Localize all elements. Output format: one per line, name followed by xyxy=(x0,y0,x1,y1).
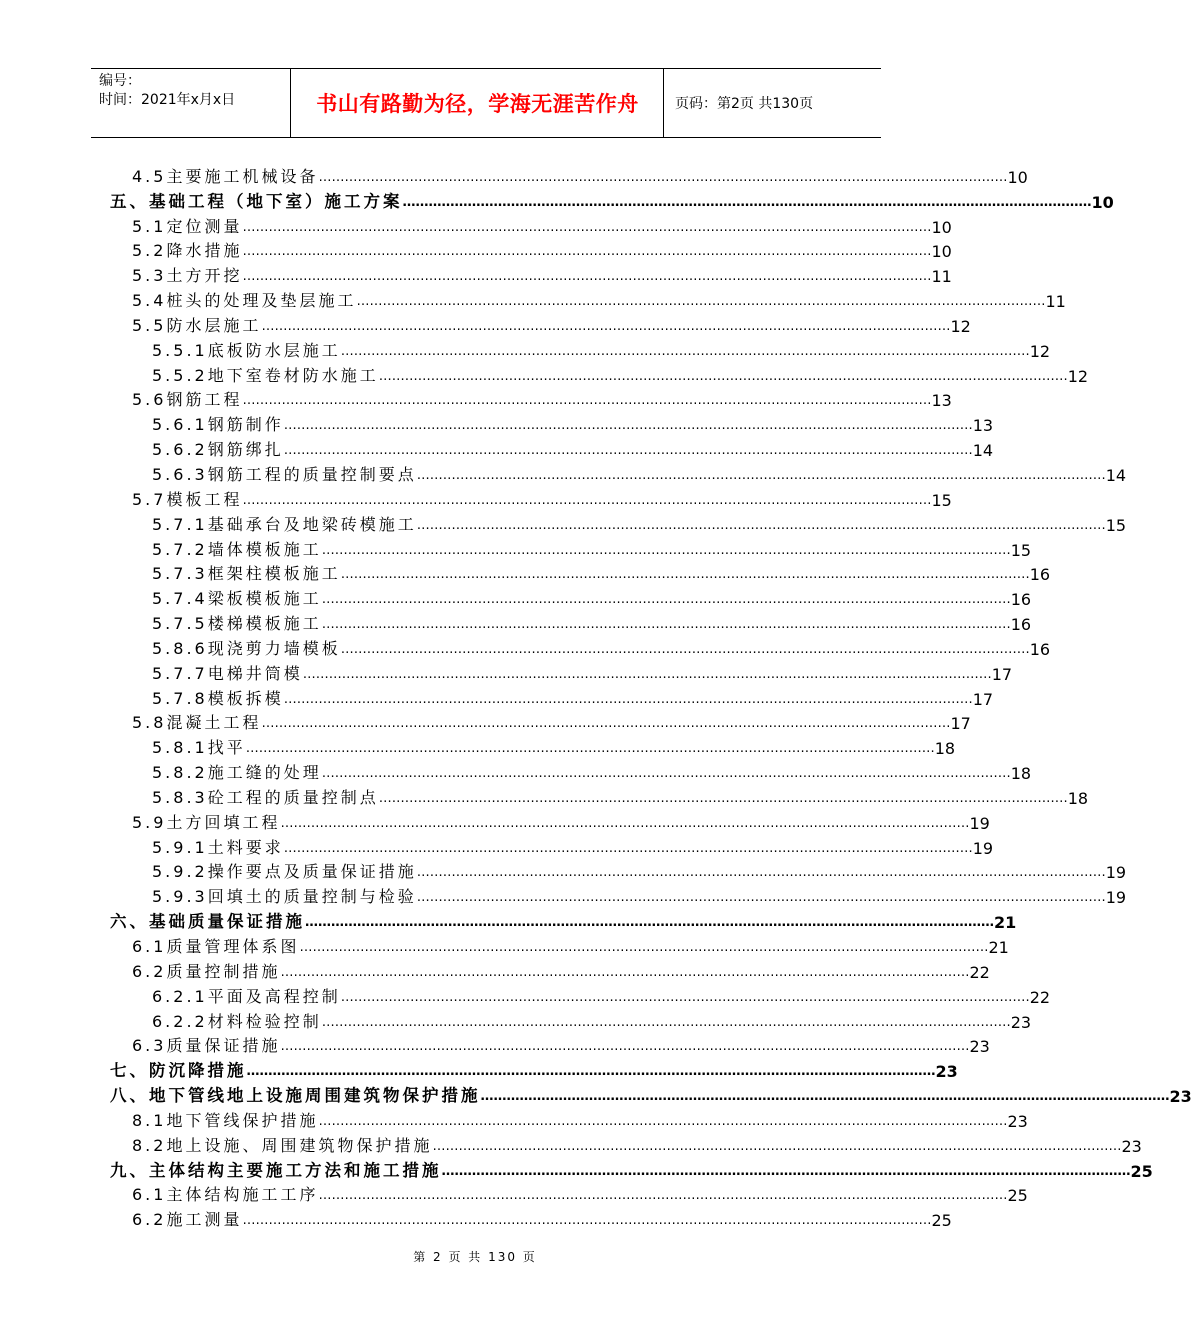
toc-entry-title: 5.9.3回填土的质量控制与检验 xyxy=(152,887,417,907)
toc-leader-dots: …………………………………………………………………………………………………………………………………………… xyxy=(261,318,951,334)
toc-leader-dots: …………………………………………………………………………………………………………………………………………… xyxy=(283,691,973,707)
table-of-contents xyxy=(110,162,1192,1231)
toc-entry[interactable] xyxy=(110,659,1013,684)
toc-leader-dots: …………………………………………………………………………………………………………………………………………… xyxy=(321,617,1011,633)
toc-entry[interactable] xyxy=(110,808,990,833)
toc-entry-title: 5.2降水措施 xyxy=(132,241,243,261)
header-page-info: 页码：第2页 共130页 xyxy=(675,96,814,112)
toc-leader-dots: …………………………………………………………………………………………………………………………………………… xyxy=(480,1089,1170,1105)
toc-leader-dots: …………………………………………………………………………………………………………………………………………… xyxy=(305,915,994,931)
toc-entry-title: 五、基础工程（地下室）施工方案 xyxy=(110,191,403,211)
toc-entry-page: 12 xyxy=(1029,341,1051,361)
toc-entry[interactable] xyxy=(110,1205,952,1231)
toc-entry-title: 九、主体结构主要施工方法和施工措施 xyxy=(110,1160,442,1180)
toc-leader-dots: …………………………………………………………………………………………………………………………………………… xyxy=(402,194,1092,210)
toc-entry-page: 11 xyxy=(1045,292,1066,312)
toc-entry-title: 5.7.5楼梯模板施工 xyxy=(152,614,322,634)
toc-leader-dots: …………………………………………………………………………………………………………………………………………… xyxy=(378,790,1068,806)
toc-entry-title: 5.7.1基础承台及地梁砖模施工 xyxy=(152,514,417,534)
toc-entry-title: 5.8.3砼工程的质量控制点 xyxy=(152,787,379,807)
toc-leader-dots: …………………………………………………………………………………………………………………………………………… xyxy=(321,766,1011,782)
toc-entry-title: 6.1主体结构施工工序 xyxy=(132,1185,319,1205)
toc-entry[interactable] xyxy=(110,733,956,759)
toc-entry-page: 10 xyxy=(1007,167,1028,187)
toc-entry-page: 21 xyxy=(994,913,1017,933)
toc-entry-page: 15 xyxy=(1010,540,1032,560)
toc-entry-page: 12 xyxy=(950,316,971,336)
toc-entry-title: 5.9土方回填工程 xyxy=(132,812,281,832)
header-number-label: 编号： xyxy=(99,73,141,89)
toc-entry-page: 23 xyxy=(1121,1136,1142,1156)
toc-entry[interactable] xyxy=(110,609,1032,635)
toc-entry-page: 19 xyxy=(969,813,990,833)
toc-entry[interactable] xyxy=(110,1106,1028,1131)
toc-leader-dots: …………………………………………………………………………………………………………………………………………… xyxy=(261,716,951,732)
toc-entry-page: 23 xyxy=(1007,1111,1028,1131)
toc-entry-page: 10 xyxy=(931,217,952,237)
toc-entry-title: 6.2施工测量 xyxy=(132,1210,243,1230)
toc-leader-dots: …………………………………………………………………………………………………………………………………………… xyxy=(302,666,992,682)
toc-leader-dots: …………………………………………………………………………………………………………………………………………… xyxy=(242,1213,932,1229)
toc-entry[interactable] xyxy=(110,386,952,411)
toc-entry-page: 16 xyxy=(1010,615,1032,635)
toc-entry-title: 七、防沉降措施 xyxy=(110,1061,247,1081)
toc-entry[interactable] xyxy=(110,758,1032,784)
toc-entry[interactable] xyxy=(110,858,1127,883)
toc-entry[interactable] xyxy=(110,311,971,336)
toc-entry-title: 5.8混凝土工程 xyxy=(132,713,262,733)
toc-entry-page: 13 xyxy=(931,391,952,411)
toc-entry[interactable] xyxy=(110,435,994,461)
toc-leader-dots: …………………………………………………………………………………………………………………………………………… xyxy=(321,592,1011,608)
toc-entry[interactable] xyxy=(110,510,1127,535)
toc-entry[interactable] xyxy=(110,709,971,734)
toc-entry[interactable] xyxy=(110,410,994,436)
toc-entry-title: 5.8.2施工缝的处理 xyxy=(152,763,322,783)
toc-entry-title: 8.2地上设施、周围建筑物保护措施 xyxy=(132,1135,433,1155)
toc-leader-dots: …………………………………………………………………………………………………………………………………………… xyxy=(242,244,932,260)
toc-entry-page: 19 xyxy=(1105,863,1127,883)
toc-entry-title: 5.8.1找平 xyxy=(152,738,246,758)
toc-entry[interactable] xyxy=(110,261,952,287)
toc-entry-page: 12 xyxy=(1067,366,1089,386)
toc-entry-title: 5.6.3钢筋工程的质量控制要点 xyxy=(152,464,417,484)
toc-entry[interactable] xyxy=(110,982,1051,1007)
toc-entry[interactable] xyxy=(110,187,1114,212)
toc-entry-page: 13 xyxy=(972,416,994,436)
toc-leader-dots: …………………………………………………………………………………………………………………………………………… xyxy=(441,1163,1131,1179)
toc-entry-page: 14 xyxy=(1105,465,1127,485)
toc-entry-title: 8.1地下管线保护措施 xyxy=(132,1110,319,1130)
toc-leader-dots: …………………………………………………………………………………………………………………………………………… xyxy=(340,567,1030,583)
toc-entry-title: 5.7.4梁板模板施工 xyxy=(152,589,322,609)
toc-entry-page: 10 xyxy=(1091,192,1114,212)
toc-entry-title: 5.7模板工程 xyxy=(132,489,243,509)
toc-entry-page: 21 xyxy=(988,938,1009,957)
toc-leader-dots: …………………………………………………………………………………………………………………………………………… xyxy=(245,741,935,757)
toc-entry[interactable] xyxy=(110,1156,1153,1181)
toc-entry-title: 5.4桩头的处理及垫层施工 xyxy=(132,291,357,311)
toc-entry-title: 6.2.2材料检验控制 xyxy=(152,1011,322,1031)
toc-entry-page: 22 xyxy=(969,962,990,982)
toc-leader-dots: …………………………………………………………………………………………………………………………………………… xyxy=(318,169,1008,185)
toc-entry-title: 5.8.6现浇剪力墙模板 xyxy=(152,638,341,658)
toc-entry[interactable] xyxy=(110,560,1051,585)
toc-entry-page: 18 xyxy=(1010,764,1032,784)
toc-entry-title: 6.1质量管理体系图 xyxy=(132,937,300,956)
toc-leader-dots: …………………………………………………………………………………………………………………………………………… xyxy=(321,1014,1011,1030)
toc-leader-dots: …………………………………………………………………………………………………………………………………………… xyxy=(283,443,973,459)
toc-entry-title: 5.7.3框架柱模板施工 xyxy=(152,564,341,584)
toc-leader-dots: …………………………………………………………………………………………………………………………………………… xyxy=(280,1039,970,1055)
toc-leader-dots: …………………………………………………………………………………………………………………………………………… xyxy=(416,467,1106,483)
toc-entry[interactable] xyxy=(110,783,1089,808)
toc-entry-title: 5.6.2钢筋绑扎 xyxy=(152,440,284,460)
toc-entry-title: 5.5.1底板防水层施工 xyxy=(152,340,341,360)
toc-leader-dots: …………………………………………………………………………………………………………………………………………… xyxy=(283,418,973,434)
toc-leader-dots: …………………………………………………………………………………………………………………………………………… xyxy=(318,1188,1008,1204)
toc-entry-title: 5.3土方开挖 xyxy=(132,266,243,286)
toc-entry-title: 5.6.1钢筋制作 xyxy=(152,415,284,435)
toc-entry-page: 16 xyxy=(1029,565,1051,585)
toc-leader-dots: …………………………………………………………………………………………………………………………………………… xyxy=(432,1138,1122,1154)
toc-entry-title: 6.2.1平面及高程控制 xyxy=(152,986,341,1006)
toc-entry-page: 16 xyxy=(1029,639,1051,659)
toc-entry-title: 5.5防水层施工 xyxy=(132,315,262,335)
toc-entry-page: 25 xyxy=(1007,1186,1028,1206)
toc-entry[interactable] xyxy=(110,882,1127,908)
toc-entry-page: 10 xyxy=(931,242,952,262)
toc-entry[interactable] xyxy=(110,460,1127,485)
toc-entry-page: 18 xyxy=(934,739,956,759)
toc-entry-page: 25 xyxy=(1130,1161,1153,1181)
toc-entry-page: 19 xyxy=(972,838,994,858)
toc-entry[interactable] xyxy=(110,1081,1192,1107)
toc-entry[interactable] xyxy=(110,932,1009,957)
toc-leader-dots: …………………………………………………………………………………………………………………………………………… xyxy=(416,865,1106,881)
toc-entry-title: 六、基础质量保证措施 xyxy=(110,912,305,932)
toc-leader-dots: …………………………………………………………………………………………………………………………………………… xyxy=(321,542,1011,558)
toc-entry[interactable] xyxy=(110,535,1032,560)
toc-leader-dots: …………………………………………………………………………………………………………………………………………… xyxy=(242,219,932,235)
toc-entry-title: 5.7.2墙体模板施工 xyxy=(152,539,322,559)
toc-leader-dots: …………………………………………………………………………………………………………………………………………… xyxy=(416,517,1106,533)
toc-entry[interactable] xyxy=(110,286,1066,312)
toc-entry-page: 23 xyxy=(1169,1087,1192,1107)
toc-entry-title: 4.5主要施工机械设备 xyxy=(132,166,319,186)
toc-entry[interactable] xyxy=(110,361,1089,386)
toc-entry[interactable] xyxy=(110,584,1032,610)
toc-entry[interactable] xyxy=(110,634,1051,659)
toc-entry-title: 6.3质量保证措施 xyxy=(132,1036,281,1056)
toc-entry-page: 22 xyxy=(1029,987,1051,1007)
toc-entry[interactable] xyxy=(110,1056,958,1082)
toc-entry[interactable] xyxy=(110,237,952,262)
toc-entry[interactable] xyxy=(110,833,994,858)
toc-leader-dots: …………………………………………………………………………………………………………………………………………… xyxy=(280,815,970,831)
toc-entry[interactable] xyxy=(110,1181,1028,1206)
toc-entry[interactable] xyxy=(110,684,994,709)
toc-entry-page: 25 xyxy=(931,1211,952,1231)
toc-leader-dots: …………………………………………………………………………………………………………………………………………… xyxy=(378,368,1068,384)
toc-entry-page: 23 xyxy=(1010,1012,1032,1032)
toc-entry[interactable] xyxy=(110,957,990,982)
toc-entry[interactable] xyxy=(110,1007,1032,1032)
toc-entry-title: 6.2质量控制措施 xyxy=(132,961,281,981)
page-header xyxy=(91,68,881,138)
toc-entry-title: 5.1定位测量 xyxy=(132,216,243,236)
toc-leader-dots: …………………………………………………………………………………………………………………………………………… xyxy=(340,343,1030,359)
toc-entry-title: 5.7.8模板拆模 xyxy=(152,688,284,708)
toc-entry-page: 16 xyxy=(1010,590,1032,610)
toc-entry-page: 17 xyxy=(972,689,994,709)
toc-leader-dots: …………………………………………………………………………………………………………………………………………… xyxy=(340,641,1030,657)
toc-leader-dots: …………………………………………………………………………………………………………………………………………… xyxy=(246,1064,936,1080)
toc-leader-dots: …………………………………………………………………………………………………………………………………………… xyxy=(242,393,932,409)
toc-leader-dots: …………………………………………………………………………………………………………………………………………… xyxy=(283,840,973,856)
toc-entry[interactable] xyxy=(110,1032,990,1057)
toc-entry-page: 15 xyxy=(931,490,952,510)
toc-leader-dots: …………………………………………………………………………………………………………………………………………… xyxy=(242,269,932,285)
toc-leader-dots: …………………………………………………………………………………………………………………………………………… xyxy=(356,294,1046,310)
toc-entry[interactable] xyxy=(110,162,1028,187)
toc-entry[interactable] xyxy=(110,485,952,510)
toc-entry[interactable] xyxy=(110,1131,1142,1156)
toc-entry-title: 5.9.1土料要求 xyxy=(152,837,284,857)
toc-entry-title: 八、地下管线地上设施周围建筑物保护措施 xyxy=(110,1086,481,1106)
toc-entry-page: 23 xyxy=(935,1062,958,1082)
toc-leader-dots: …………………………………………………………………………………………………………………………………………… xyxy=(416,890,1106,906)
toc-entry-page: 15 xyxy=(1105,515,1127,535)
toc-entry-page: 14 xyxy=(972,441,994,461)
toc-entry-title: 5.9.2操作要点及质量保证措施 xyxy=(152,862,417,882)
header-meta-cell xyxy=(91,69,291,137)
toc-entry-page: 18 xyxy=(1067,788,1089,808)
page-footer: 第 2 页 共 130 页 xyxy=(413,1250,537,1264)
toc-entry-page: 19 xyxy=(1105,888,1127,908)
toc-leader-dots: …………………………………………………………………………………………………………………………………………… xyxy=(340,989,1030,1005)
toc-entry[interactable] xyxy=(110,907,1017,933)
toc-entry-page: 17 xyxy=(991,664,1013,684)
toc-leader-dots: …………………………………………………………………………………………………………………………………………… xyxy=(280,964,970,980)
toc-entry-title: 5.7.7电梯井筒模 xyxy=(152,663,303,683)
toc-leader-dots: …………………………………………………………………………………………………………………………………………… xyxy=(299,940,989,955)
toc-entry-title: 5.6钢筋工程 xyxy=(132,390,243,410)
toc-entry[interactable] xyxy=(110,212,952,237)
toc-entry-page: 11 xyxy=(931,267,952,287)
toc-entry-title: 5.5.2地下室卷材防水施工 xyxy=(152,365,379,385)
toc-entry-page: 17 xyxy=(950,714,971,734)
toc-leader-dots: …………………………………………………………………………………………………………………………………………… xyxy=(318,1113,1008,1129)
header-time-label: 时间：2021年x月x日 xyxy=(99,92,236,108)
toc-entry-page: 23 xyxy=(969,1037,990,1057)
header-slogan: 书山有路勤为径，学海无涯苦作舟 xyxy=(292,69,664,137)
toc-entry[interactable] xyxy=(110,336,1051,361)
toc-leader-dots: …………………………………………………………………………………………………………………………………………… xyxy=(242,492,932,508)
